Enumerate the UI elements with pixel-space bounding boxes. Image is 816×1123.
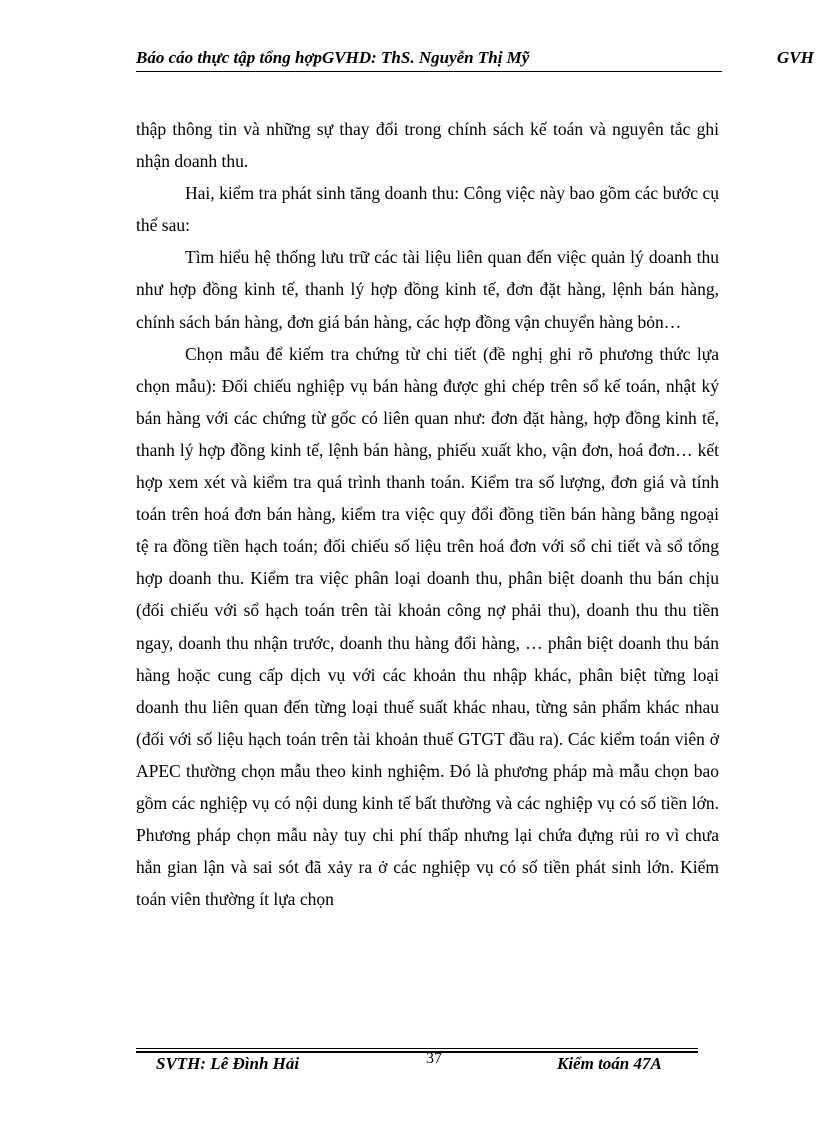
footer-rule-thick (136, 1051, 698, 1053)
paragraph-2: Hai, kiểm tra phát sinh tăng doanh thu: Công việc này bao gồm các bước cụ thể sau: (136, 183, 719, 236)
header-right-fragment: GVH (777, 48, 814, 67)
footer-author: SVTH: Lê Đình Hải (156, 1054, 300, 1073)
page-number: 37 (426, 1050, 442, 1067)
paragraph-1: thập thông tin và những sự thay đổi trong chính sách kế toán và nguyên tắc ghi nhận doanh thu. (136, 119, 719, 172)
footer-department: Kiểm toán 47A (557, 1054, 662, 1073)
page-footer (136, 1050, 698, 1078)
header-title: Báo cáo thực tập tổng hợpGVHD: ThS. Nguyễn Thị Mỹ (136, 48, 530, 67)
footer-rule-thin (136, 1048, 698, 1049)
header-rule (136, 71, 722, 72)
paragraph-3: Tìm hiểu hệ thống lưu trữ các tài liệu liên quan đến việc quản lý doanh thu như hợp đồng kinh tế, thanh lý hợp đồng kinh tế, đơn đặt hàng, lệnh bán hàng, chính sách bán hàng, đơn giá bán hàng, các hợp đồng vận chuyển hàng bỏn… (136, 247, 719, 332)
paragraph-4: Chọn mẫu để kiểm tra chứng từ chi tiết (đề nghị ghi rõ phương thức lựa chọn mẫu): Đối chiếu nghiệp vụ bán hàng được ghi chép trên sổ kế toán, nhật ký bán hàng với các chứng từ gốc có liên quan như: đơn đặt hàng, hợp đồng kinh tế, thanh lý hợp đồng kinh tế, lệnh bán hàng, phiếu xuất kho, vận đơn, hoá đơn… kết hợp xem xét và kiểm tra quá trình thanh toán. Kiểm tra số lượng, đơn giá và tính toán trên hoá đơn bán hàng, kiểm tra việc quy đổi đồng tiền bán hàng bằng ngoại tệ ra đồng tiền hạch toán; đối chiếu số liệu trên hoá đơn với sổ chi tiết và sổ tổng hợp doanh thu. Kiểm tra việc phân loại doanh thu, phân biệt doanh thu bán chịu (đối chiếu với sổ hạch toán trên tài khoản công nợ phải thu), doanh thu thu tiền ngay, doanh thu nhận trước, doanh thu hàng đổi hàng, … phân biệt doanh thu bán hàng hoặc cung cấp dịch vụ với các khoản thu nhập khác, phân biệt từng loại doanh thu liên quan đến từng loại thuế suất khác nhau, từng sản phẩm khác nhau (đối với số liệu hạch toán trên tài khoản thuế GTGT đầu ra). Các kiểm toán viên ở APEC thường chọn mẫu theo kinh nghiệm. Đó là phương pháp mà mẫu chọn bao gồm các nghiệp vụ có nội dung kinh tế bất thường và các nghiệp vụ có số tiền lớn. Phương pháp chọn mẫu này tuy chi phí thấp nhưng lại chứa đựng rủi ro vì chưa hẳn gian lận và sai sót đã xảy ra ở các nghiệp vụ có số tiền phát sinh lớn. Kiểm toán viên thường ít lựa chọn (136, 343, 719, 910)
body-text (136, 113, 719, 915)
